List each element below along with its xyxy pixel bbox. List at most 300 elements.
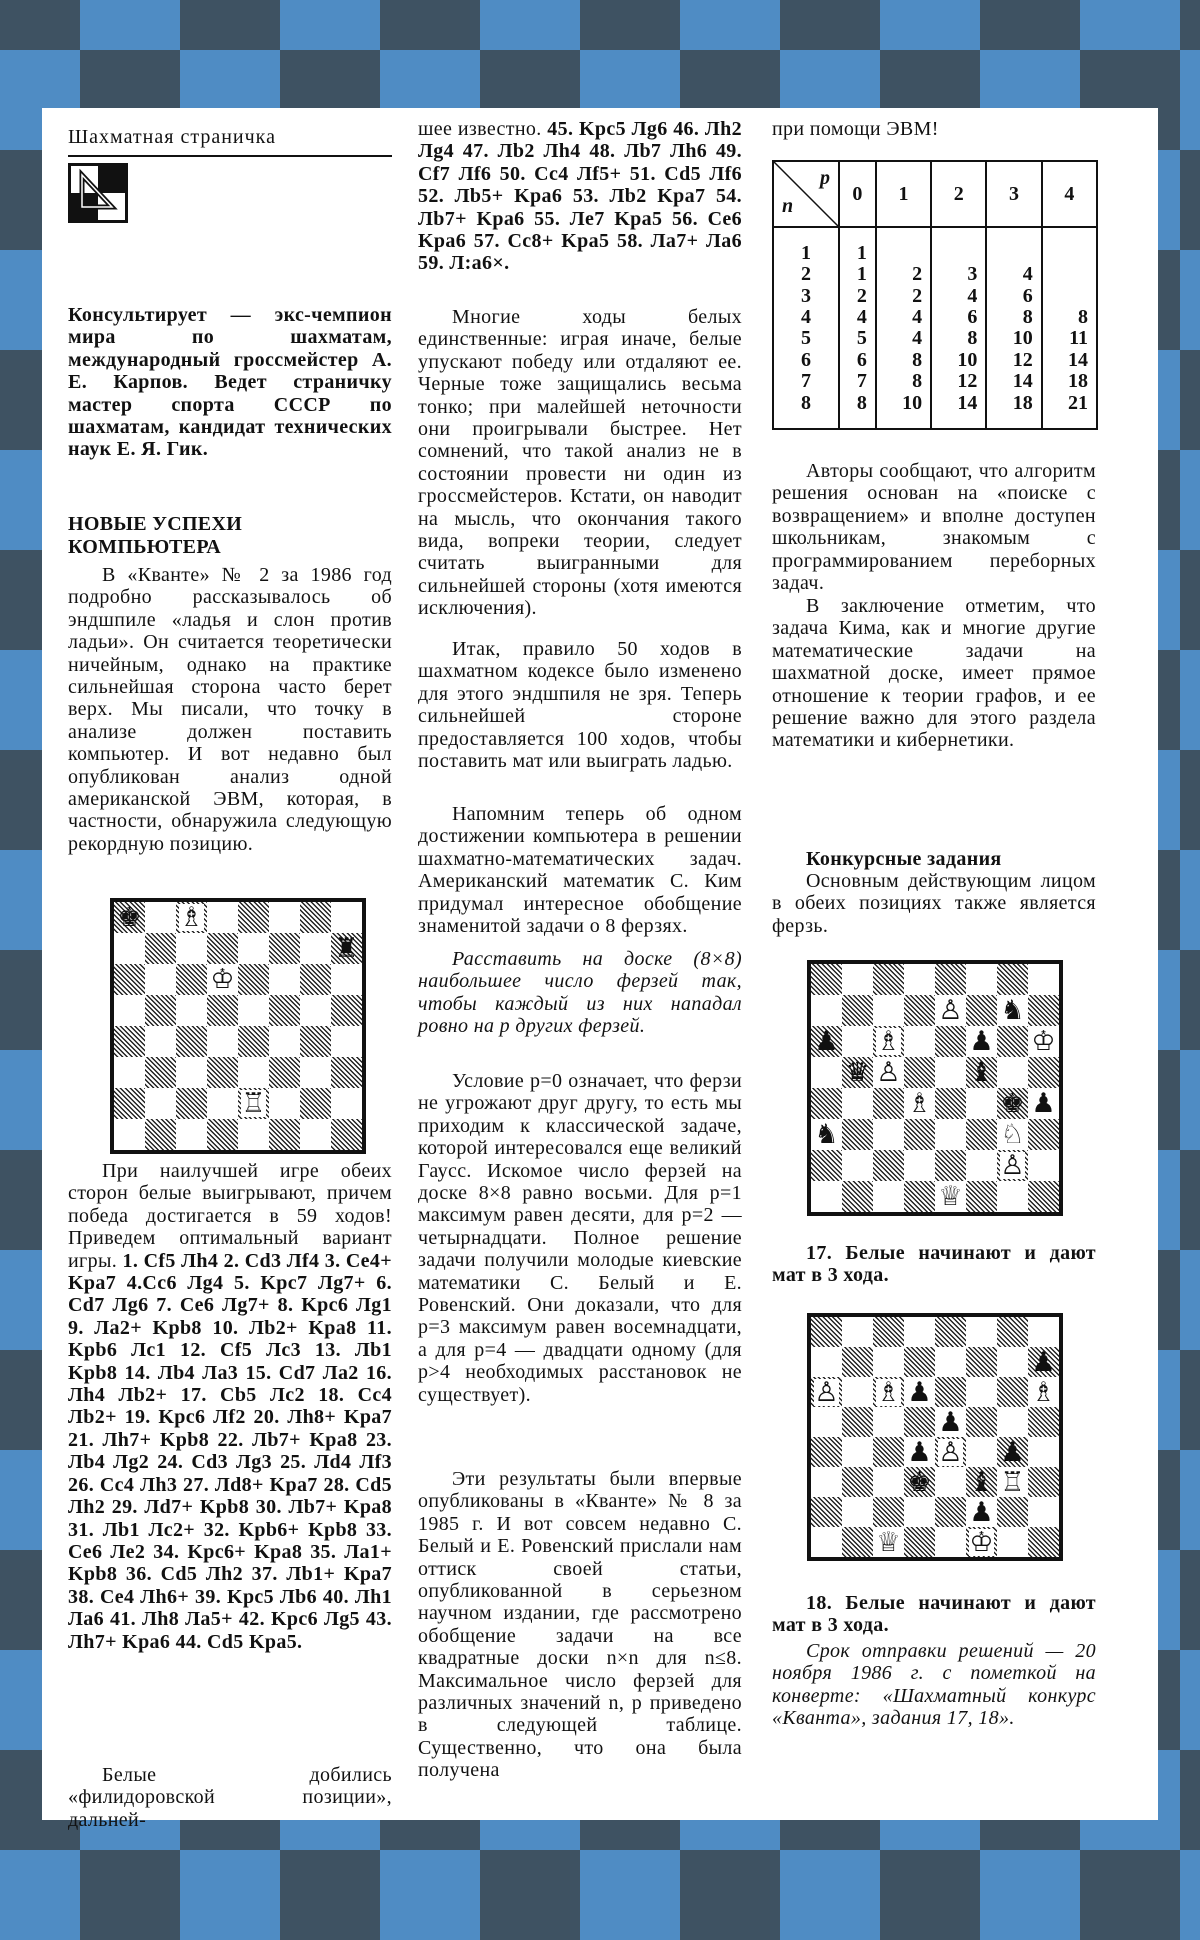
square-g2 [300,1088,331,1119]
square-a8 [811,1317,842,1347]
square-a4 [114,1026,145,1057]
square-h8 [1028,1317,1059,1347]
square-c7 [176,933,207,964]
table-cell [986,227,1041,264]
consultant-intro: Консультирует — экс-чемпион мира по шахматам, международный гроссмейстер А. Е. Карпов. Ведет страничку мастер спорта СССР по шахматам, кандидат технических наук Е. Я. Гик. [68,304,392,461]
square-g4 [300,1026,331,1057]
square-b8 [842,1317,873,1347]
black-bishop-icon: ♝ [969,1057,994,1088]
paragraph: при помощи ЭВМ! [772,118,939,140]
square-g2 [997,1150,1028,1181]
table-cell: 11 [1042,328,1097,349]
square-h7 [1028,995,1059,1026]
chess-board-problem-18 [807,1313,1063,1561]
table-cell [876,227,931,264]
paragraph: Эти результаты были впервые опубликованы в «Кванте» № 8 за 1985 г. И вот совсем недавно С. Белый и Е. Ровенский прислали нам оттиск своей статьи, опубликованной в серьезном научном издании, где рассмотрено обобщение задачи на все квадратные доски n×n для n≤8. Максимальное число ферзей для различных значений n, p приведено в следующей таблице. Существенно, что она была получена [418,1468,742,1782]
square-h1 [1028,1181,1059,1212]
white-knight-icon: ♘ [1000,1119,1025,1150]
black-pawn-icon: ♟ [969,1496,994,1528]
square-b2 [145,1088,176,1119]
square-b2 [842,1150,873,1181]
black-pawn-icon: ♟ [938,1406,963,1438]
square-g6 [997,1026,1028,1057]
square-d5 [904,1407,935,1437]
square-b1 [145,1119,176,1150]
square-b6 [145,964,176,995]
white-pawn-icon: ♙ [876,1057,901,1088]
square-f6 [966,1377,997,1407]
table-cell: 3 [931,264,986,285]
square-c4 [873,1088,904,1119]
square-f2 [966,1497,997,1527]
square-a5 [114,995,145,1026]
square-a1 [114,1119,145,1150]
table-cell: 2 [876,285,931,306]
rubric-divider [68,155,392,157]
square-e3 [935,1119,966,1150]
square-a7 [811,995,842,1026]
square-b4 [842,1088,873,1119]
table-cell: 18 [1042,371,1097,392]
square-b4 [145,1026,176,1057]
square-d1 [904,1181,935,1212]
contest-heading: Конкурсные задания [806,848,1002,870]
white-bishop-icon: ♗ [876,1376,901,1408]
square-g7 [997,995,1028,1026]
square-e5 [238,995,269,1026]
black-king-icon: ♚ [907,1466,932,1498]
square-c2 [873,1150,904,1181]
table-cell: 14 [1042,349,1097,370]
square-h4 [331,1026,362,1057]
square-b7 [145,933,176,964]
square-b5 [842,1407,873,1437]
square-f1 [966,1181,997,1212]
square-a6 [811,1026,842,1057]
square-b2 [842,1497,873,1527]
square-a2 [811,1497,842,1527]
paragraph: Авторы сообщают, что алгоритм решения основан на «поиске с возвращением» и вполне доступен школьникам, знакомым с программированием переборных задач. [772,460,1096,595]
square-f5 [966,1407,997,1437]
square-e5 [935,1407,966,1437]
paragraph-text: шее известно. [418,118,542,140]
square-e7 [935,995,966,1026]
square-d7 [904,995,935,1026]
square-h3 [1028,1119,1059,1150]
article-title-line: КОМПЬЮТЕРА [68,536,222,558]
square-f3 [966,1467,997,1497]
paragraph: Условие p=0 означает, что ферзи не угрожают друг другу, то есть мы приходим к классической задаче, которой интересовался еще великий Гаусс. Искомое число ферзей на доске 8×8 равно восьми. Для p=1 максимум равен десяти, для p=2 — четырнадцати. Полное решение задачи получили молодые киевские математики С. Белый и Е. Ровенский. Они доказали, что для p=3 максимум равен восемнадцати, а для p=4 — двадцати одному (для p>4 необходимых расстановок не существует). [418,1070,742,1406]
square-b4 [842,1437,873,1467]
table-cell: 1 [839,264,876,285]
problem-17-caption: 17. Белые начинают и дают мат в 3 хода. [772,1242,1096,1287]
square-g4 [997,1088,1028,1119]
table-row [773,349,1097,370]
table-header-p-0: 0 [839,161,876,227]
black-king-icon: ♚ [1000,1088,1025,1119]
paragraph: В заключение отметим, что задача Кима, как и многие другие математические задачи на шахматной доске, имеет прямое отношение к теории графов, и ее решение важно для этого раздела математики и кибернетики. [772,595,1096,752]
square-f4 [269,1026,300,1057]
square-c1 [873,1527,904,1557]
square-f1 [269,1119,300,1150]
square-d6 [904,1377,935,1407]
square-g8 [997,964,1028,995]
square-c7 [873,995,904,1026]
chess-board-record-position [110,898,366,1154]
article-title-line: НОВЫЕ УСПЕХИ [68,513,243,535]
table-cell: 18 [986,392,1041,429]
paragraph: Основным действующим лицом в обеих позициях также является ферзь. [772,870,1096,937]
black-pawn-icon: ♟ [1031,1088,1056,1119]
square-e1 [238,1119,269,1150]
black-knight-icon: ♞ [1000,995,1025,1026]
table-cell: 1 [839,227,876,264]
square-d6 [207,964,238,995]
square-c3 [873,1119,904,1150]
square-h3 [1028,1467,1059,1497]
square-a5 [811,1057,842,1088]
square-g7 [300,933,331,964]
square-d2 [904,1150,935,1181]
square-h6 [1028,1377,1059,1407]
paragraph-moves [68,1160,392,1653]
square-a7 [114,933,145,964]
square-b8 [145,902,176,933]
square-f6 [966,1026,997,1057]
white-rook-icon: ♖ [241,1088,266,1119]
square-f7 [269,933,300,964]
table-cell: 14 [986,371,1041,392]
paragraph: Белые добились «филидоровской позиции», дальней- [68,1764,392,1831]
table-row-label: 6 [773,349,839,370]
table-row [773,227,1097,264]
queens-table [772,160,1098,430]
white-pawn-icon: ♙ [938,995,963,1026]
table-cell: 2 [839,285,876,306]
table-row [773,307,1097,328]
square-c8 [176,902,207,933]
square-g8 [300,902,331,933]
table-header-p-4: 4 [1042,161,1097,227]
square-c6 [873,1026,904,1057]
square-g5 [997,1057,1028,1088]
square-c3 [873,1467,904,1497]
paragraph: Многие ходы белых единственные: играя иначе, белые упускают победу или отдаляют ее. Черные тоже защищались весьма тонко; при малейшей неточности они проигрывали быстрее. Нет сомнений, что такой анализ не в состоянии провести ни один из гроссмейстеров. Кстати, он наводит на мысль, что окончания такого вида, вопреки теории, следует считать выигранными для сильнейшей стороны (хотя имеются исключения). [418,306,742,620]
square-g1 [997,1527,1028,1557]
table-cell: 10 [931,349,986,370]
square-a1 [811,1181,842,1212]
square-g6 [300,964,331,995]
table-corner-cell [773,161,839,227]
square-h2 [1028,1497,1059,1527]
table-row-label: 1 [773,227,839,264]
white-bishop-icon: ♗ [876,1026,901,1057]
square-e6 [935,1026,966,1057]
table-cell: 21 [1042,392,1097,429]
square-d3 [207,1057,238,1088]
square-d4 [904,1437,935,1467]
square-e2 [935,1150,966,1181]
square-e3 [935,1467,966,1497]
square-d4 [904,1088,935,1119]
square-a2 [811,1150,842,1181]
table-row-label: 3 [773,285,839,306]
white-pawn-icon: ♙ [814,1376,839,1408]
table-cell: 6 [839,349,876,370]
chess-triangle-logo-icon [68,163,128,223]
square-d8 [904,964,935,995]
white-bishop-icon: ♗ [1031,1376,1056,1408]
square-e4 [935,1088,966,1119]
square-c4 [176,1026,207,1057]
square-h8 [331,902,362,933]
square-h6 [331,964,362,995]
square-a6 [811,1377,842,1407]
square-e7 [238,933,269,964]
square-g4 [997,1437,1028,1467]
square-g1 [300,1119,331,1150]
table-cell: 4 [931,285,986,306]
square-a7 [811,1347,842,1377]
problem-statement: Расставить на доске (8×8) наибольшее число ферзей так, чтобы каждый из них нападал ровно на p других ферзей. [418,948,742,1038]
square-g7 [997,1347,1028,1377]
square-f4 [966,1088,997,1119]
square-g1 [997,1181,1028,1212]
table-cell: 14 [931,392,986,429]
square-a1 [811,1527,842,1557]
black-rook-icon: ♜ [334,933,359,964]
white-rook-icon: ♖ [1000,1466,1025,1498]
table-cell: 6 [931,307,986,328]
black-pawn-icon: ♟ [907,1436,932,1468]
paragraph-moves [418,118,742,275]
table-cell: 4 [876,328,931,349]
paragraph: Итак, правило 50 ходов в шахматном кодексе было изменено для этого эндшпиля не зря. Теперь сильнейшей стороне предоставляется 100 ходов, чтобы поставить мат или выиграть ладью. [418,638,742,773]
square-f8 [966,1317,997,1347]
square-e7 [935,1347,966,1377]
square-h4 [1028,1088,1059,1119]
table-cell: 8 [931,328,986,349]
square-c5 [873,1057,904,1088]
white-bishop-icon: ♗ [179,902,204,933]
square-a5 [811,1407,842,1437]
square-c3 [176,1057,207,1088]
paragraph: В «Кванте» № 2 за 1986 год подробно рассказывалось об эндшпиле «ладья и слон против ладьи». Он считается теоретически ничейным, однако на практике сильнейшая сторона часто берет верх. Мы писали, что точку в анализе должен поставить компьютер. И вот недавно был опубликован анализ одной американской ЭВМ, которая, в частности, обнаружила следующую рекордную позицию. [68,564,392,855]
square-c5 [873,1407,904,1437]
square-h5 [1028,1407,1059,1437]
table-cell [931,227,986,264]
table-cell: 7 [839,371,876,392]
square-b1 [842,1527,873,1557]
square-c2 [873,1497,904,1527]
square-h7 [1028,1347,1059,1377]
black-pawn-icon: ♟ [969,1026,994,1057]
square-b5 [842,1057,873,1088]
article-title [68,513,392,559]
square-g6 [997,1377,1028,1407]
square-h4 [1028,1437,1059,1467]
square-f6 [269,964,300,995]
paragraph: Напомним теперь об одном достижении компьютера в решении шахматно-математических задач. Американский математик С. Ким придумал интересное обобщение знаменитой задачи о 8 ферзях. [418,803,742,938]
white-pawn-icon: ♙ [938,1436,963,1468]
corner-label-n: n [782,194,794,217]
square-h5 [331,995,362,1026]
square-e8 [935,1317,966,1347]
white-king-icon: ♔ [1031,1026,1056,1057]
square-c1 [176,1119,207,1150]
corner-label-p: p [820,167,830,189]
square-g3 [300,1057,331,1088]
black-pawn-icon: ♟ [1031,1346,1056,1378]
square-f5 [269,995,300,1026]
square-d6 [904,1026,935,1057]
square-h6 [1028,1026,1059,1057]
table-row [773,392,1097,429]
black-pawn-icon: ♟ [907,1376,932,1408]
table-row [773,285,1097,306]
square-a3 [114,1057,145,1088]
square-f8 [269,902,300,933]
white-king-icon: ♔ [210,964,235,995]
table-cell: 5 [839,328,876,349]
square-c6 [873,1377,904,1407]
square-d3 [904,1467,935,1497]
square-h3 [331,1057,362,1088]
black-pawn-icon: ♟ [1000,1436,1025,1468]
square-a8 [811,964,842,995]
square-b6 [842,1026,873,1057]
square-h1 [331,1119,362,1150]
square-c1 [873,1181,904,1212]
magazine-page [42,108,1158,1831]
square-e4 [238,1026,269,1057]
square-d8 [904,1317,935,1347]
square-f7 [966,995,997,1026]
square-e6 [238,964,269,995]
table-header-p-3: 3 [986,161,1041,227]
square-d2 [207,1088,238,1119]
square-b8 [842,964,873,995]
square-g8 [997,1317,1028,1347]
square-a4 [811,1437,842,1467]
square-f7 [966,1347,997,1377]
table-cell: 4 [839,307,876,328]
move-list: 1. Cf5 Лh4 2. Cd3 Лf4 3. Ce4+ Kpa7 4.Cc6 Лg4 5. Kpc7 Лg7+ 6. Cd7 Лg6 7. Ce6 Лg7+ 8. Kpc6 Лg1 9. Лa2+ Kpb8 10. Лb2+ Kpa8 11. Kpb6 Лc1 12. Cf5 Лc3 13. Лb1 Kpb8 14. Лb4 Лa3 15. Cd7 Лa2 16. Лh4 Лb2+ 17. Cb5 Лc2 18. Cc4 Лb2+ 19. Kpc6 Лf2 20. Лh8+ Kpa7 21. Лh7+ Kpb8 22. Лb7+ Kpa8 23. Лb4 Лg2 24. Cd3 Лg3 25. Лd4 Лf3 26. Cc4 Лh3 27. Лd8+ Kpa7 28. Cd5 Лh2 29. Лd7+ Kpb8 30. Лb7+ Kpa8 31. Лb1 Лc2+ 32. Kpb6+ Kpb8 33. Ce6 Лe2 34. Kpc6+ Kpa8 35. Лa1+ Kpb8 36. Cd5 Лh2 37. Лb1+ Kpa7 38. Ce4 Лh6+ 39. Kpc5 Лb6 40. Лh1 Лa6 41. Лh8 Лa5+ 42. Kpc6 Лg5 43. Лh7+ Kpa6 44. Cd5 Kpa5. [68,1249,392,1653]
table-cell: 4 [876,307,931,328]
square-b5 [145,995,176,1026]
square-g5 [300,995,331,1026]
square-c7 [873,1347,904,1377]
black-king-icon: ♚ [117,902,142,933]
square-f8 [966,964,997,995]
black-knight-icon: ♞ [814,1119,839,1150]
table-row [773,371,1097,392]
square-e1 [935,1181,966,1212]
table-row-label: 5 [773,328,839,349]
table-cell: 6 [986,285,1041,306]
table-cell [1042,264,1097,285]
square-a4 [811,1088,842,1119]
square-d1 [904,1527,935,1557]
table-cell: 10 [986,328,1041,349]
square-b3 [842,1119,873,1150]
table-cell: 12 [931,371,986,392]
paragraph-text: При наилучшей игре обеих сторон белые выигрывают, причем победа достигается в 59 ходов! Приведем оптимальный вариант игры. [68,1160,392,1272]
move-list: 45. Kpc5 Лg6 46. Лh2 Лg4 47. Лb2 Лh4 48. Лb7 Лh6 49. Cf7 Лf6 50. Cc4 Лf5+ 51. Cd5 Лf6 52. Лb5+ Kpa6 53. Лb2 Kpa7 54. Лb7+ Kpa6 55. Лe7 Kpa5 56. Ce6 Kpa6 57. Cc8+ Kpa5 58. Лa7+ Лa6 59. Л:a6×. [418,118,742,275]
table-cell: 12 [986,349,1041,370]
square-f2 [966,1150,997,1181]
square-f1 [966,1527,997,1557]
black-pawn-icon: ♟ [814,1026,839,1057]
table-cell [1042,285,1097,306]
table-row-label: 2 [773,264,839,285]
black-bishop-icon: ♝ [969,1466,994,1498]
square-e4 [935,1437,966,1467]
table-cell: 4 [986,264,1041,285]
table-cell: 8 [839,392,876,429]
square-c6 [176,964,207,995]
white-queen-icon: ♕ [938,1181,963,1212]
square-f3 [966,1119,997,1150]
square-e2 [238,1088,269,1119]
table-cell [1042,227,1097,264]
submission-deadline: Срок отправки решений — 20 ноября 1986 г. с пометкой на конверте: «Шахматный конкурс «Кванта», задания 17, 18». [772,1640,1096,1730]
square-d7 [904,1347,935,1377]
section-rubric: Шахматная страничка [68,126,276,148]
table-row [773,328,1097,349]
square-g3 [997,1119,1028,1150]
square-b7 [842,1347,873,1377]
square-a6 [114,964,145,995]
square-g3 [997,1467,1028,1497]
table-row-label: 7 [773,371,839,392]
square-d1 [207,1119,238,1150]
square-f5 [966,1057,997,1088]
square-e5 [935,1057,966,1088]
square-a3 [811,1467,842,1497]
white-bishop-icon: ♗ [907,1088,932,1119]
table-row [773,264,1097,285]
square-a8 [114,902,145,933]
table-header-p-1: 1 [876,161,931,227]
square-b3 [842,1467,873,1497]
white-king-icon: ♔ [969,1526,994,1558]
square-d7 [207,933,238,964]
square-h8 [1028,964,1059,995]
square-d8 [207,902,238,933]
square-d5 [904,1057,935,1088]
table-cell: 2 [876,264,931,285]
square-h7 [331,933,362,964]
white-queen-icon: ♕ [876,1526,901,1558]
square-e1 [935,1527,966,1557]
square-d5 [207,995,238,1026]
square-h1 [1028,1527,1059,1557]
square-f3 [269,1057,300,1088]
square-c4 [873,1437,904,1467]
square-d3 [904,1119,935,1150]
square-c5 [176,995,207,1026]
table-row-label: 4 [773,307,839,328]
square-g2 [997,1497,1028,1527]
square-e2 [935,1497,966,1527]
square-b6 [842,1377,873,1407]
square-d2 [904,1497,935,1527]
square-c2 [176,1088,207,1119]
table-cell: 10 [876,392,931,429]
square-d4 [207,1026,238,1057]
square-e3 [238,1057,269,1088]
